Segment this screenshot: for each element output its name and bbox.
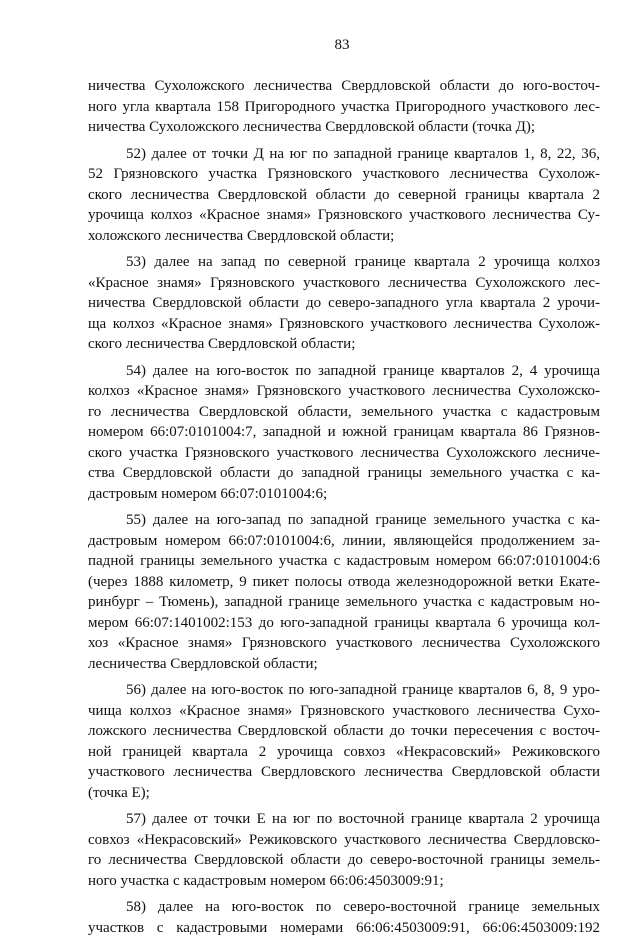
text-line: участков с кадастровыми номерами 66:06:4503009:91, 66:06:4503009:192 xyxy=(88,919,600,936)
text-line: 57) далее от точки Е на юг по восточной границе квартала 2 урочища xyxy=(126,811,600,827)
page-number: 83 xyxy=(334,37,350,53)
paragraph-55 xyxy=(88,510,600,674)
paragraph-54 xyxy=(88,361,600,505)
text-line: ного угла квартала 158 Пригородного участка Пригородного участкового лес- xyxy=(88,98,600,115)
text-line: ложского лесничества Свердловской области до точки пересечения с восточ- xyxy=(88,723,600,739)
text-line: дастровым номером 66:07:0101004:6, линии, являющейся продолжением за- xyxy=(88,532,600,549)
text-line: ничества Сухоложского лесничества Свердловской области (точка Д); xyxy=(88,119,536,135)
text-line: ства Свердловской области до западной границы земельного участка с ка- xyxy=(88,465,600,481)
text-line: ничества Сухоложского лесничества Свердловской области до юго-восточ- xyxy=(88,78,600,94)
text-line: 58) далее на юго-восток по северо-восточной границе земельных xyxy=(126,899,600,915)
text-line: дастровым номером 66:07:0101004:6; xyxy=(88,485,328,502)
text-line: ничества Свердловской области до северо-западного угла квартала 2 урочи- xyxy=(88,295,600,311)
text-line: го лесничества Свердловской области до северо-восточной границы земель- xyxy=(88,852,600,868)
paragraph-continuation xyxy=(88,76,600,138)
text-line: (через 1888 километр, 9 пикет полосы отвода железнодорожной ветки Екате- xyxy=(88,573,600,590)
text-line: номером 66:07:0101004:7, западной и южной границам квартала 86 Грязнов- xyxy=(88,424,600,440)
text-line: ского лесничества Свердловской области до северной границы квартала 2 xyxy=(88,186,600,203)
paragraph-56 xyxy=(88,680,600,803)
text-line: 53) далее на запад по северной границе квартала 2 урочища колхоз xyxy=(126,254,600,270)
text-line: урочища колхоз «Красное знамя» Грязновского участкового лесничества Су- xyxy=(88,207,600,223)
text-line: хоз «Красное знамя» Грязновского участкового лесничества Сухоложского xyxy=(88,635,600,651)
document-body xyxy=(88,76,600,944)
text-line: лесничества Свердловской области; xyxy=(88,655,318,672)
text-line: холожского лесничества Свердловской области; xyxy=(88,227,395,244)
text-line: (точка Е); xyxy=(88,784,150,801)
text-line: ща колхоз «Красное знамя» Грязновского участкового лесничества Сухолож- xyxy=(88,315,600,332)
text-line: 56) далее на юго-восток по юго-западной границе кварталов 6, 8, 9 уро- xyxy=(126,682,600,698)
paragraph-57 xyxy=(88,809,600,891)
text-line: падной границы земельного участка с кадастровым номером 66:07:0101004:6 xyxy=(88,553,600,569)
text-line: совхоз «Некрасовский» Режиковского участкового лесничества Свердловско- xyxy=(88,831,600,848)
text-line: участкового лесничества Свердловского лесничества Свердловской области xyxy=(88,764,600,780)
text-line: мером 66:07:1401002:153 до юго-западной границы квартала 6 урочища кол- xyxy=(88,614,600,631)
paragraph-53 xyxy=(88,252,600,355)
text-line: ринбург – Тюмень), западной границе земельного участка с кадастровым но- xyxy=(88,594,600,610)
text-line: 55) далее на юго-запад по западной границе земельного участка с ка- xyxy=(126,512,600,528)
text-line: го лесничества Свердловской области, земельного участка с кадастровым xyxy=(88,403,600,420)
paragraph-58 xyxy=(88,897,600,938)
text-line: 54) далее на юго-восток по западной границе кварталов 2, 4 урочища xyxy=(126,362,600,379)
text-line: чища колхоз «Красное знамя» Грязновского участкового лесничества Сухо- xyxy=(88,702,600,719)
text-line: ной границей квартала 2 урочища совхоз «Некрасовский» Режиковского xyxy=(88,743,600,760)
text-line: ного участка с кадастровым номером 66:06:4503009:91; xyxy=(88,872,444,889)
text-line: 52 Грязновского участка Грязновского участкового лесничества Сухолож- xyxy=(88,166,600,182)
text-line: ского участка Грязновского участкового лесничества Сухоложского лесниче- xyxy=(88,444,600,461)
text-line: колхоз «Красное знамя» Грязновского участкового лесничества Сухоложско- xyxy=(88,383,600,399)
paragraph-52 xyxy=(88,144,600,247)
text-line: ского лесничества Свердловской области; xyxy=(88,336,356,352)
text-line: 52) далее от точки Д на юг по западной границе кварталов 1, 8, 22, 36, xyxy=(126,145,600,162)
text-line: «Красное знамя» Грязновского участкового лесничества Сухоложского лес- xyxy=(88,274,600,291)
